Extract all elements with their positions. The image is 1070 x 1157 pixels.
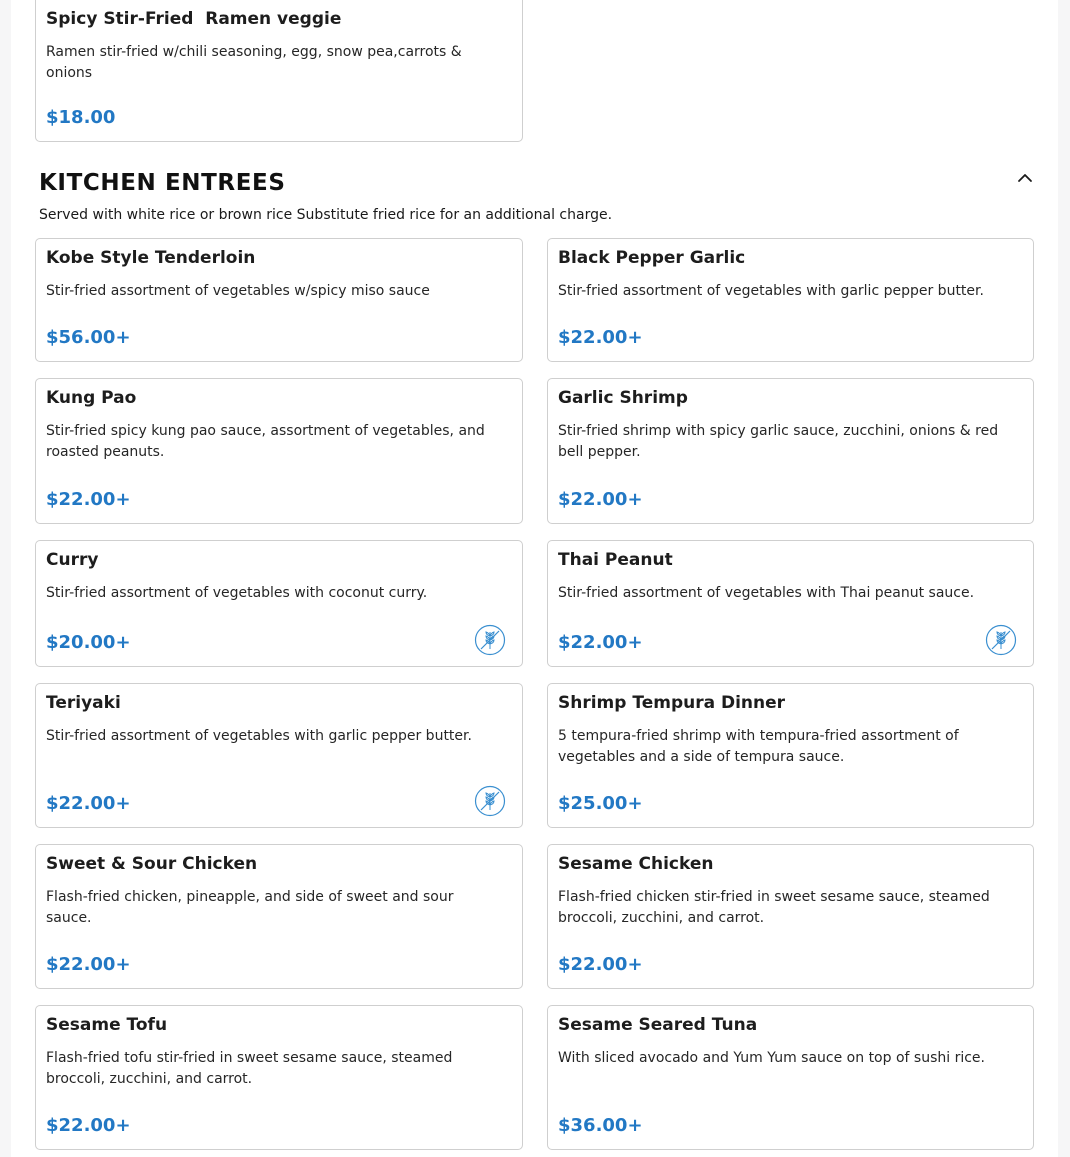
menu-item-description: Flash-fried chicken, pineapple, and side of sweet and sour sauce. <box>46 889 454 926</box>
menu-item-title: Sesame Tofu <box>46 1015 168 1035</box>
menu-item-price: $20.00+ <box>46 632 131 653</box>
menu-item-title: Kobe Style Tenderloin <box>46 248 256 268</box>
menu-item-card[interactable] <box>35 0 523 142</box>
menu-item-card[interactable] <box>35 683 523 828</box>
menu-item-card[interactable] <box>35 540 523 667</box>
menu-item-card[interactable] <box>547 540 1034 667</box>
menu-item-price: $36.00+ <box>558 1115 643 1136</box>
menu-item-description: With sliced avocado and Yum Yum sauce on top of sushi rice. <box>558 1050 985 1066</box>
menu-item-card[interactable] <box>547 1005 1034 1150</box>
chevron-up-icon <box>1012 166 1038 188</box>
menu-item-price: $22.00+ <box>46 1115 131 1136</box>
menu-item-description: Stir-fried assortment of vegetables with garlic pepper butter. <box>558 283 984 299</box>
menu-item-card[interactable] <box>35 378 523 524</box>
menu-item-price: $22.00+ <box>558 327 643 348</box>
collapse-section-button[interactable] <box>1012 166 1038 188</box>
menu-item-card[interactable] <box>547 238 1034 362</box>
menu-item-description: 5 tempura-fried shrimp with tempura-fried assortment of vegetables and a side of tempura sauce. <box>558 728 959 765</box>
menu-item-description: Stir-fried assortment of vegetables with garlic pepper butter. <box>46 728 472 744</box>
menu-item-description: Flash-fried tofu stir-fried in sweet sesame sauce, steamed broccoli, zucchini, and carrot. <box>46 1050 453 1087</box>
gluten-free-icon <box>474 785 506 817</box>
menu-item-title: Thai Peanut <box>558 550 673 570</box>
menu-item-description: Stir-fried assortment of vegetables with coconut curry. <box>46 585 428 601</box>
menu-item-title: Curry <box>46 550 99 570</box>
menu-item-price: $22.00+ <box>558 489 643 510</box>
gluten-free-icon <box>985 624 1017 656</box>
gluten-free-icon <box>474 624 506 656</box>
menu-item-price: $22.00+ <box>46 793 131 814</box>
section-description: Served with white rice or brown rice Substitute fried rice for an additional charge. <box>39 207 613 223</box>
menu-item-title: Shrimp Tempura Dinner <box>558 693 786 713</box>
menu-item-title: Teriyaki <box>46 693 121 713</box>
menu-item-title: Sesame Chicken <box>558 854 714 874</box>
menu-item-price: $18.00 <box>46 107 116 128</box>
menu-item-description: Stir-fried spicy kung pao sauce, assortment of vegetables, and roasted peanuts. <box>46 423 485 460</box>
menu-item-description: Stir-fried assortment of vegetables with Thai peanut sauce. <box>558 585 975 601</box>
menu-item-price: $22.00+ <box>558 632 643 653</box>
menu-item-price: $56.00+ <box>46 327 131 348</box>
menu-item-description: Stir-fried shrimp with spicy garlic sauce, zucchini, onions & red bell pepper. <box>558 423 999 460</box>
menu-item-price: $25.00+ <box>558 793 643 814</box>
section-title: KITCHEN ENTREES <box>39 170 286 196</box>
menu-item-card[interactable] <box>547 378 1034 524</box>
menu-item-card[interactable] <box>547 844 1034 989</box>
menu-item-title: Garlic Shrimp <box>558 388 688 408</box>
menu-item-title: Kung Pao <box>46 388 137 408</box>
menu-item-price: $22.00+ <box>558 954 643 975</box>
menu-item-card[interactable] <box>35 1005 523 1150</box>
menu-item-title: Black Pepper Garlic <box>558 248 746 268</box>
menu-item-description: Flash-fried chicken stir-fried in sweet sesame sauce, steamed broccoli, zucchini, and carrot. <box>558 889 990 926</box>
menu-item-description: Stir-fried assortment of vegetables w/spicy miso sauce <box>46 283 430 299</box>
menu-item-card[interactable] <box>35 238 523 362</box>
menu-item-card[interactable] <box>547 683 1034 828</box>
menu-item-title: Sweet & Sour Chicken <box>46 854 258 874</box>
menu-item-title: Sesame Seared Tuna <box>558 1015 758 1035</box>
menu-item-price: $22.00+ <box>46 489 131 510</box>
menu-item-price: $22.00+ <box>46 954 131 975</box>
menu-item-description: Ramen stir-fried w/chili seasoning, egg, snow pea,carrots & onions <box>46 44 462 81</box>
menu-item-title: Spicy Stir-Fried Ramen veggie <box>46 9 342 29</box>
menu-item-card[interactable] <box>35 844 523 989</box>
